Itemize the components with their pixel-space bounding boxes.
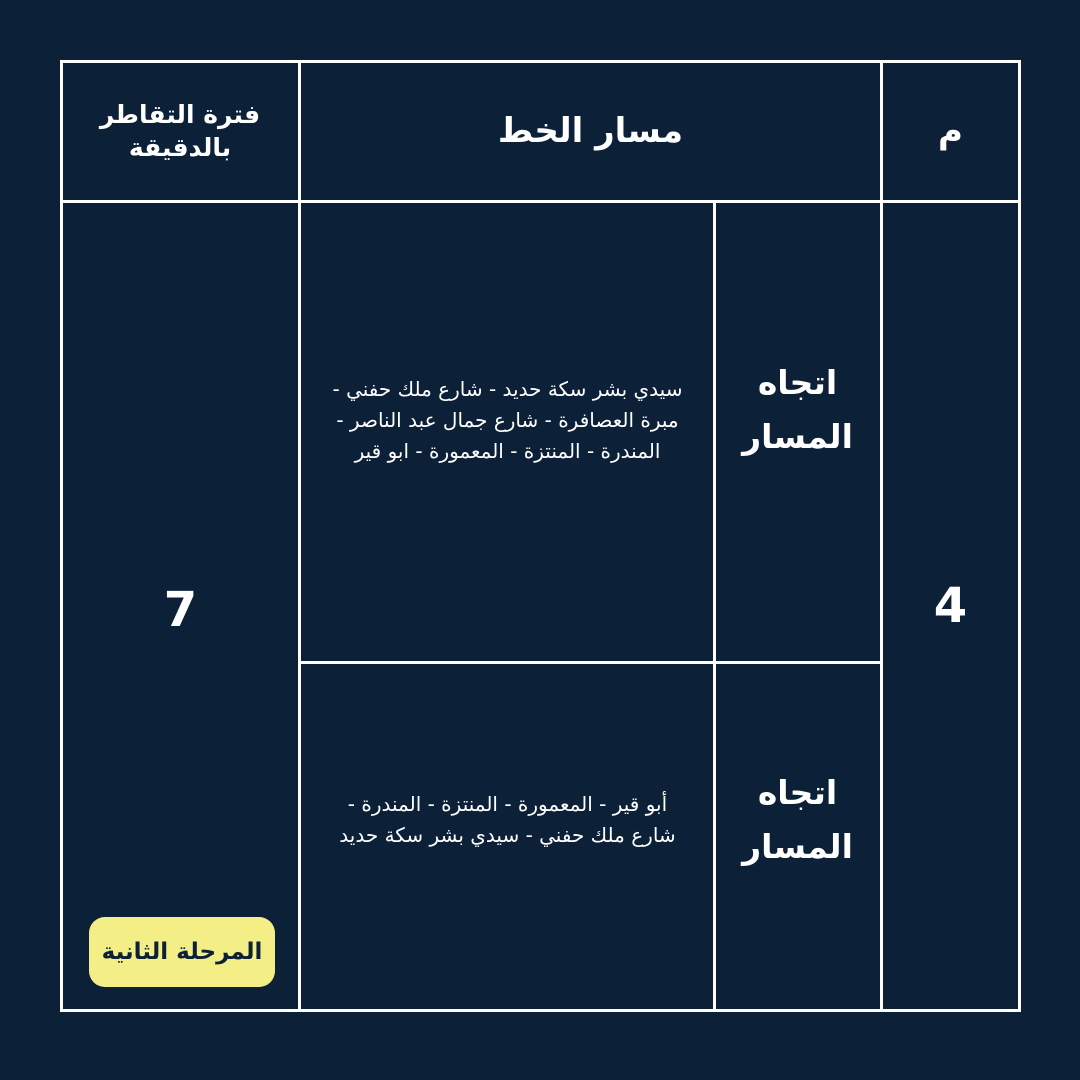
interval-value [63,560,298,660]
header-divider [60,200,1021,203]
interval-value-text: 7 [163,582,198,638]
direction-2-label [720,740,875,900]
direction-2-route-text: أبو قير - المعمورة - المنتزة - المندرة - شارع ملك حفني - سيدي بشر سكة حديد [339,792,676,847]
header-interval [85,63,275,200]
direction-1-label [720,330,875,490]
header-route [301,63,880,200]
direction-1-route [325,330,690,510]
table-border-right [1018,60,1021,1012]
direction-1-route-text: سيدي بشر سكة حديد - شارع ملك حفني - مبرة العصافرة - شارع جمال عبد الناصر - المندرة - المنتزة - المعمورة - ابو قير [332,376,683,463]
table-border-left [60,60,63,1012]
direction-2-label-text: اتجاه المسار [742,772,853,866]
header-index-label: م [938,110,963,151]
phase-badge-label: المرحلة الثانية [101,939,263,965]
interval-column-divider [298,60,301,1012]
header-index [883,63,1018,200]
direction-2-route [325,760,690,880]
table-border-bottom [60,1009,1021,1012]
direction-label-divider [713,201,716,1012]
direction-1-label-text: اتجاه المسار [742,362,853,456]
header-route-label: مسار الخط [497,110,684,151]
phase-badge [89,917,275,987]
row-index-value: 4 [933,578,968,634]
header-interval-label: فترة التقاطر بالدقيقة [99,100,261,162]
direction-divider [298,661,883,664]
row-index [883,203,1018,1009]
